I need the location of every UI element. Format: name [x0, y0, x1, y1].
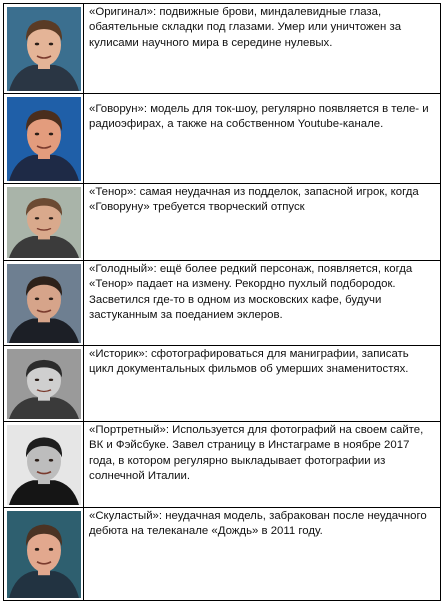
portrait-smiling-man-photo — [7, 7, 81, 91]
description-cell: «Говорун»: модель для ток-шоу, регулярно появляется в теле- и радиоэфирах, а также на собственном Youtube-канале. — [84, 94, 441, 184]
table-row — [4, 422, 441, 508]
portrait-cell — [4, 94, 84, 184]
table-row — [4, 346, 441, 422]
portrait-cell — [4, 508, 84, 601]
description-cell: «Скуластый»: неудачная модель, забракован после неудачного дебюта на телеканале «Дождь» в 2011 году. — [84, 508, 441, 601]
description-cell: «Оригинал»: подвижные брови, миндалевидные глаза, обаятельные складки под глазами. Умер или уничтожен за кулисами научного мира в середине нулевых. — [84, 4, 441, 94]
portrait-laughing-man-photo — [7, 97, 81, 181]
table-row — [4, 261, 441, 346]
description-cell: «Историк»: сфотографироваться для маниграфии, записать цикл документальных фильмов об умерших знаменитостях. — [84, 346, 441, 422]
table-row — [4, 94, 441, 184]
table-row — [4, 184, 441, 261]
portrait-chubby-man-photo — [7, 264, 81, 343]
portrait-cell — [4, 261, 84, 346]
description-cell: «Голодный»: ещё более редкий персонаж, появляется, когда «Тенор» падает на измену. Рекордно пухлый подбородок. Засветился где-то в одном из московских кафе, будучи застуканным за поеданием эклеров. — [84, 261, 441, 346]
table-row — [4, 508, 441, 601]
portrait-historian-bw-photo — [7, 349, 81, 419]
portrait-shouting-man-photo — [7, 187, 81, 258]
description-cell: «Портретный»: Используется для фотографий на своем сайте, ВК и Фэйсбуке. Завел страницу в Инстаграме в ноябре 2017 года, в котором регулярно выкладывает фотографии из солнечной Италии. — [84, 422, 441, 508]
characters-table — [3, 3, 441, 601]
portrait-studio-bw-photo — [7, 425, 81, 505]
portrait-cell — [4, 346, 84, 422]
description-cell: «Тенор»: самая неудачная из подделок, запасной игрок, когда «Говоруну» требуется творческий отпуск — [84, 184, 441, 261]
table-row — [4, 4, 441, 94]
portrait-cell — [4, 4, 84, 94]
portrait-cell — [4, 422, 84, 508]
portrait-cell — [4, 184, 84, 261]
portrait-tv-man-photo — [7, 511, 81, 598]
